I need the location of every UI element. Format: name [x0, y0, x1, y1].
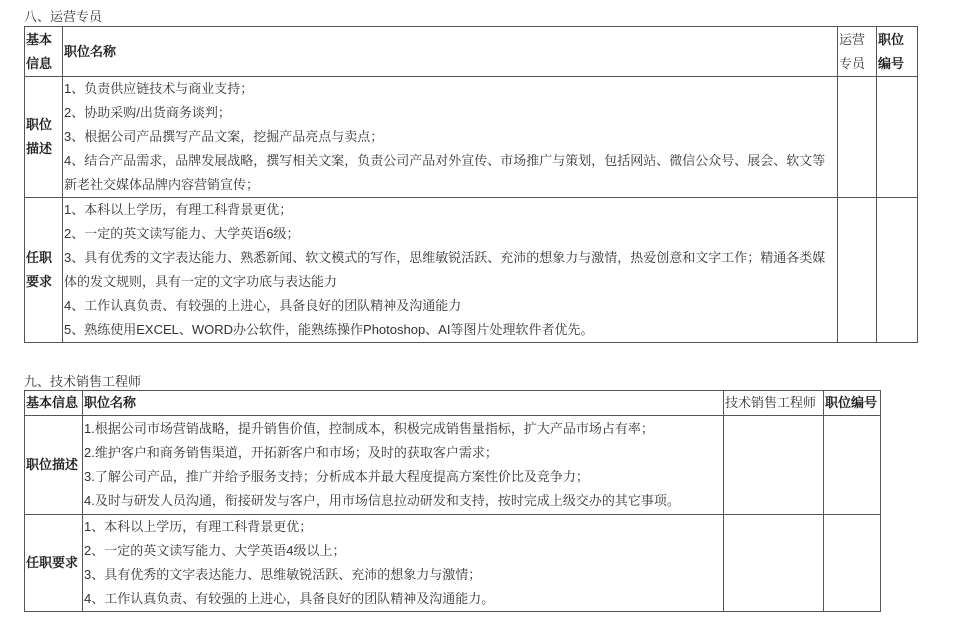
description-label: 职位描述	[25, 77, 63, 198]
list-item: 2.维护客户和商务销售渠道，开拓新客户和市场；及时的获取客户需求；	[84, 445, 498, 460]
requirements-list	[63, 198, 838, 343]
empty-cell	[724, 515, 824, 612]
position-name-label: 职位名称	[83, 391, 724, 416]
empty-cell	[838, 77, 877, 198]
basic-info-label: 基本信息	[25, 27, 63, 77]
job-table-tech-sales	[24, 390, 881, 612]
list-item: 4.及时与研发人员沟通，衔接研发与客户，用市场信息拉动研发和支持，按时完成上级交办的其它事项。	[84, 493, 680, 508]
requirements-row	[25, 515, 881, 612]
description-list	[83, 416, 724, 515]
list-item: 4、工作认真负责、有较强的上进心，具备良好的团队精神及沟通能力。	[84, 591, 495, 606]
description-label: 职位描述	[25, 416, 83, 515]
description-row	[25, 77, 918, 198]
list-item: 1.根据公司市场营销战略，提升销售价值，控制成本，积极完成销售量指标，扩大产品市场占有率；	[84, 421, 654, 436]
description-list	[63, 77, 838, 198]
empty-cell	[824, 515, 881, 612]
basic-info-label: 基本信息	[25, 391, 83, 416]
list-item: 1、负责供应链技术与商业支持；	[64, 81, 254, 96]
position-name-value: 运营专员	[838, 27, 877, 77]
list-item: 5、熟练使用EXCEL、WORD办公软件，能熟练操作Photoshop、AI等图片处理软件者优先。	[64, 322, 594, 337]
job-table-operations	[24, 26, 918, 343]
section-title-tech-sales: 九、技术销售工程师	[24, 374, 142, 389]
requirements-label: 任职要求	[25, 198, 63, 343]
requirements-row	[25, 198, 918, 343]
position-code-label: 职位编号	[877, 27, 918, 77]
header-row	[25, 27, 918, 77]
list-item: 1、本科以上学历，有理工科背景更优；	[84, 519, 313, 534]
position-code-label: 职位编号	[824, 391, 881, 416]
requirements-label: 任职要求	[25, 515, 83, 612]
list-item: 3、根据公司产品撰写产品文案，挖掘产品亮点与卖点；	[64, 129, 384, 144]
list-item: 4、结合产品需求，品牌发展战略，撰写相关文案，负责公司产品对外宣传、市场推广与策划，包括网站、微信公众号、展会、软文等新老社交媒体品牌内容营销宣传；	[64, 153, 826, 192]
list-item: 3、具有优秀的文字表达能力、熟悉新闻、软文模式的写作，思维敏锐活跃、充沛的想象力与激情，热爱创意和文字工作；精通各类媒体的发文规则，具有一定的文字功底与表达能力	[64, 250, 826, 289]
list-item: 3、具有优秀的文字表达能力、思维敏锐活跃、充沛的想象力与激情；	[84, 567, 482, 582]
empty-cell	[838, 198, 877, 343]
list-item: 1、本科以上学历，有理工科背景更优；	[64, 202, 293, 217]
list-item: 3.了解公司产品，推广并给予服务支持；分析成本并最大程度提高方案性价比及竞争力；	[84, 469, 589, 484]
empty-cell	[824, 416, 881, 515]
list-item: 4、工作认真负责、有较强的上进心，具备良好的团队精神及沟通能力	[64, 298, 462, 313]
position-name-label: 职位名称	[63, 27, 838, 77]
header-row	[25, 391, 881, 416]
list-item: 2、一定的英文读写能力、大学英语4级以上；	[84, 543, 346, 558]
description-row	[25, 416, 881, 515]
empty-cell	[724, 416, 824, 515]
position-name-value: 技术销售工程师	[724, 391, 824, 416]
section-title-operations: 八、运营专员	[24, 9, 103, 24]
list-item: 2、协助采购/出货商务谈判；	[64, 105, 231, 120]
list-item: 2、一定的英文读写能力、大学英语6级；	[64, 226, 300, 241]
empty-cell	[877, 198, 918, 343]
empty-cell	[877, 77, 918, 198]
requirements-list	[83, 515, 724, 612]
